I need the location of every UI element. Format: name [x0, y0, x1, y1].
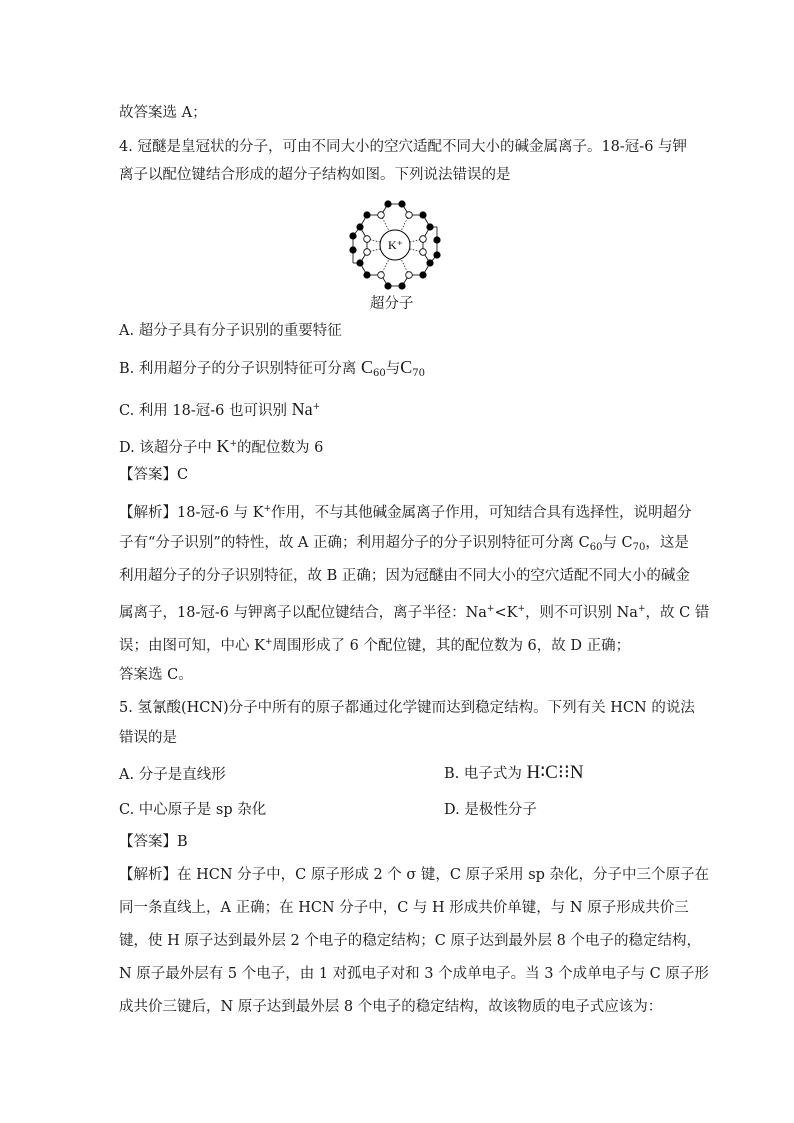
q4-option-b-text: B. 利用超分子的分子识别特征可分离	[119, 361, 361, 377]
q5-explanation-line4: N 原子最外层有 5 个电子，由 1 对孤电子对和 3 个成单电子。当 3 个成单电子与 C 原子形	[119, 966, 709, 982]
c70-subscript: 70	[412, 368, 425, 379]
previous-answer-line: 故答案选 A；	[119, 105, 207, 121]
q4-explanation-line5: 误；由图可知，中心 K+周围形成了 6 个配位键，其的配位数为 6，故 D 正确；	[119, 637, 631, 654]
q4-explanation-line1: 【解析】18-冠-6 与 K+作用，不与其他碱金属离子作用，可知结合具有选择性，说明超分	[119, 504, 692, 521]
q4-option-c-text: C. 利用 18-冠-6 也可识别	[119, 403, 292, 419]
q4-answer: 【答案】C	[119, 467, 189, 483]
q5-option-c: C. 中心原子是 sp 杂化	[119, 802, 267, 818]
q4-final-answer: 答案选 C。	[119, 667, 193, 683]
na-ion-symbol: Na	[291, 399, 313, 419]
q4-explanation-line3: 利用超分子的分子识别特征，故 B 正确；因为冠醚由不同大小的空穴适配不同大小的碱金	[119, 568, 690, 584]
q5-option-a: A. 分子是直线形	[119, 767, 226, 783]
c60-symbol: C	[360, 357, 373, 377]
q4-stem-line2: 离子以配位键结合形成的超分子结构如图。下列说法错误的是	[119, 167, 511, 183]
k-ion-charge: +	[229, 439, 237, 449]
q5-option-b: B. 电子式为 H∶C⁝⁝N	[444, 762, 584, 783]
q4-explanation-line2: 子有“分子识别”的特性，故 A 正确；利用超分子的分子识别特征可分离 $C_{60}$与 $C_{70}$，这是	[119, 535, 689, 553]
q4-option-d-text: D. 该超分子中	[119, 440, 217, 456]
figure-caption: 超分子	[370, 296, 414, 312]
q4-option-a: A. 超分子具有分子识别的重要特征	[119, 323, 342, 339]
q4-option-d	[119, 434, 323, 458]
k-ion-symbol: K	[216, 436, 230, 456]
q4-option-c	[119, 397, 320, 421]
q4-option-b-and: 与	[385, 361, 401, 377]
q5-stem-line1: 5. 氢氰酸(HCN)分子中所有的原子都通过化学键而达到稳定结构。下列有关 HCN 的说法	[119, 700, 695, 716]
hcn-electron-formula: H∶C⁝⁝N	[526, 762, 584, 783]
q4-explanation-line4: 属离子，18-冠-6 与钾离子以配位键结合，离子半径：Na+<K+，则不可识别 Na+，故 C 错	[119, 604, 710, 621]
q4-option-d-tail: 的配位数为 6	[236, 440, 324, 456]
crown-ether-supramolecule-figure	[345, 200, 445, 292]
q5-explanation-line5: 成共价三键后，N 原子达到最外层 8 个电子的稳定结构，故该物质的电子式应该为：	[119, 999, 663, 1015]
q4-stem-line1: 4. 冠醚是皇冠状的分子，可由不同大小的空穴适配不同大小的碱金属离子。18-冠-6 与钾	[119, 139, 688, 155]
q4-option-b	[119, 357, 425, 384]
c70-symbol: C	[400, 357, 413, 377]
q5-answer: 【答案】B	[119, 834, 188, 850]
q5-explanation-line3: 键，使 H 原子达到最外层 2 个电子的稳定结构；C 原子达到最外层 8 个电子的稳定结构，	[119, 933, 701, 949]
q5-explanation-line2: 同一条直线上，A 正确；在 HCN 分子中，C 与 H 形成共价单键，与 N 原子形成共价三	[119, 900, 689, 916]
q5-option-d: D. 是极性分子	[444, 802, 537, 818]
na-ion-charge: +	[312, 402, 321, 412]
c60-subscript: 60	[373, 368, 386, 379]
q5-stem-line2: 错误的是	[119, 730, 177, 746]
q5-explanation-line1: 【解析】在 HCN 分子中，C 原子形成 2 个 σ 键，C 原子采用 sp 杂化，分子中三个原子在	[119, 867, 710, 883]
k-ion-label: K⁺	[388, 238, 403, 252]
